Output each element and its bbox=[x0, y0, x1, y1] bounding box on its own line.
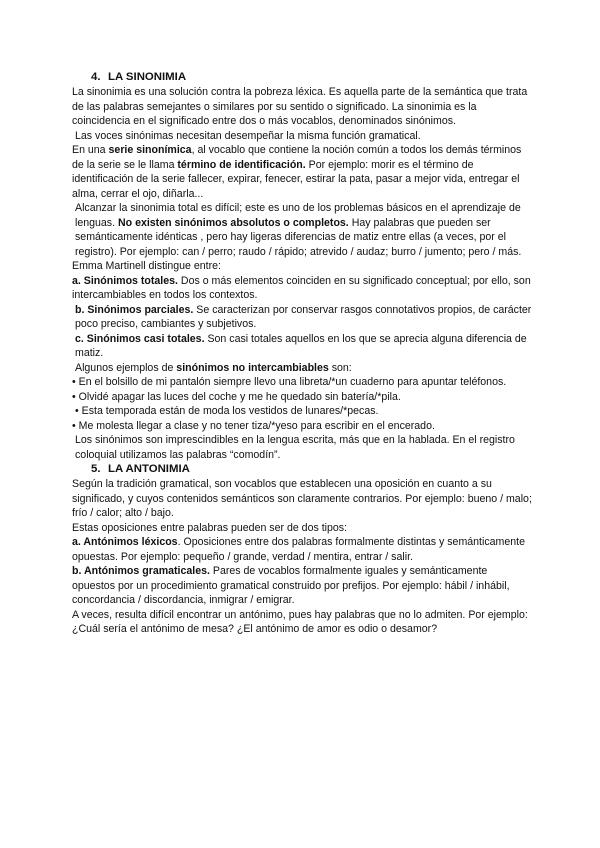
sinonimos-parciales bbox=[72, 303, 532, 332]
text-span: Son casi totales aquellos en los que se aprecia alguna diferencia de matiz. bbox=[75, 332, 527, 359]
bold-term: serie sinonímica bbox=[108, 144, 192, 156]
text-span: Alcanzar la sinonimia total es difícil; este es uno de los problemas básicos en el aprendizaje de lenguas. bbox=[75, 202, 521, 229]
section-5-number: 5. bbox=[91, 463, 101, 475]
section-5-title: LA ANTONIMIA bbox=[108, 463, 190, 475]
antonimos-lexicos bbox=[72, 535, 532, 564]
antonimia-definition: Según la tradición gramatical, son vocablos que establecen una oposición en cuanto a su significado, y cuyos contenidos semánticos son claramente contrarios. Por ejemplo: bueno / malo; frío / calor; alto / bajo. bbox=[72, 478, 532, 519]
bullet-item: • Me molesta llegar a clase y no tener tiza/*yeso para escribir en el encerado. bbox=[72, 419, 435, 432]
bold-term: No existen sinónimos absolutos o completos. bbox=[118, 216, 349, 229]
bold-term: b. Sinónimos parciales. bbox=[75, 303, 194, 316]
section-4-number: 4. bbox=[91, 71, 101, 83]
bullet-item: • Esta temporada están de moda los vestidos de lunares/*pecas. bbox=[75, 405, 379, 417]
sinonimia-total-paragraph bbox=[72, 201, 532, 259]
text-span: En una bbox=[72, 144, 109, 156]
bullet-item: • En el bolsillo de mi pantalón siempre llevo una libreta/*un cuaderno para apuntar teléfonos. bbox=[72, 376, 507, 388]
serie-sinonimica-paragraph bbox=[72, 143, 532, 201]
bold-term: a. Antónimos léxicos bbox=[72, 536, 178, 548]
bold-term: a. Sinónimos totales. bbox=[72, 274, 178, 287]
bold-term: sinónimos no intercambiables bbox=[176, 361, 329, 374]
section-4-heading bbox=[72, 70, 532, 85]
text-span: son: bbox=[328, 361, 352, 374]
ejemplos-intro bbox=[72, 361, 532, 376]
bold-term: c. Sinónimos casi totales. bbox=[75, 332, 205, 345]
section-5-heading bbox=[72, 462, 532, 477]
text-span: Dos o más elementos coinciden en su significado conceptual; por ello, son intercambiables en todos los contextos. bbox=[72, 274, 531, 301]
document-page bbox=[72, 70, 532, 637]
sinonimos-casi-totales bbox=[72, 332, 532, 361]
bullet-item: • Olvidé apagar las luces del coche y me he quedado sin batería/*pila. bbox=[72, 390, 401, 403]
sinonimos-totales bbox=[72, 274, 532, 303]
text-span: Se caracterizan por conservar rasgos connotativos propios, de carácter poco preciso, cambiantes y subjetivos. bbox=[75, 303, 532, 330]
text-span: . Oposiciones entre dos palabras formalmente distintas y semánticamente opuestas. Por ejemplo: pequeño / grande, verdad / mentira, entrar / salir. bbox=[72, 536, 525, 563]
martinell-intro: Emma Martinell distingue entre: bbox=[72, 260, 221, 272]
section-4-title: LA SINONIMIA bbox=[108, 71, 187, 83]
text-span: Pares de vocablos formalmente iguales y semánticamente opuestos por un procedimiento gramatical construido por prefijos. Por ejemplo: hábil / inhábil, concordancia / discordancia, inmigrar / emigrar. bbox=[72, 565, 510, 606]
text-span: Por ejemplo: morir es el término de identificación de la serie fallecer, expirar, fenecer, estirar la pata, pasar a mejor vida, entregar el alma, cerrar el ojo, diñarla... bbox=[72, 158, 520, 200]
text-span: Algunos ejemplos de bbox=[75, 361, 177, 374]
antonimo-dificil: A veces, resulta difícil encontrar un antónimo, pues hay palabras que no lo admiten. Por ejemplo: ¿Cuál sería el antónimo de mesa? ¿El antónimo de amor es odio o desamor? bbox=[72, 608, 528, 635]
sinonimia-definition: La sinonimia es una solución contra la pobreza léxica. Es aquella parte de la semántica que trata de las palabras semejantes o similares por su sentido o significado. La sinonimia es la coincidencia en el significado entre dos o más vocablos, denominados sinónimos. bbox=[72, 86, 528, 127]
bold-term: b. Antónimos gramaticales. bbox=[72, 565, 210, 577]
text-span: , al vocablo que contiene la noción común a todos los demás términos de la serie se le llama bbox=[72, 144, 522, 171]
text-span: Hay palabras que pueden ser semánticamente idénticas , pero hay ligeras diferencias de matiz entre ellas (a veces, por el registro). Por ejemplo: can / perro; raudo / rápido; atrevido / audaz; burro / jumento; pero / más. bbox=[75, 216, 522, 258]
sinonimos-registro: Los sinónimos son imprescindibles en la lengua escrita, más que en la hablada. En el registro coloquial utilizamos las palabras “comodín”. bbox=[75, 434, 515, 461]
antonimos-gramaticales bbox=[72, 564, 532, 608]
sinonimia-function: Las voces sinónimas necesitan desempeñar la misma función gramatical. bbox=[75, 129, 421, 142]
bold-term: término de identificación. bbox=[177, 158, 306, 171]
antonimia-tipos: Estas oposiciones entre palabras pueden ser de dos tipos: bbox=[72, 521, 348, 534]
